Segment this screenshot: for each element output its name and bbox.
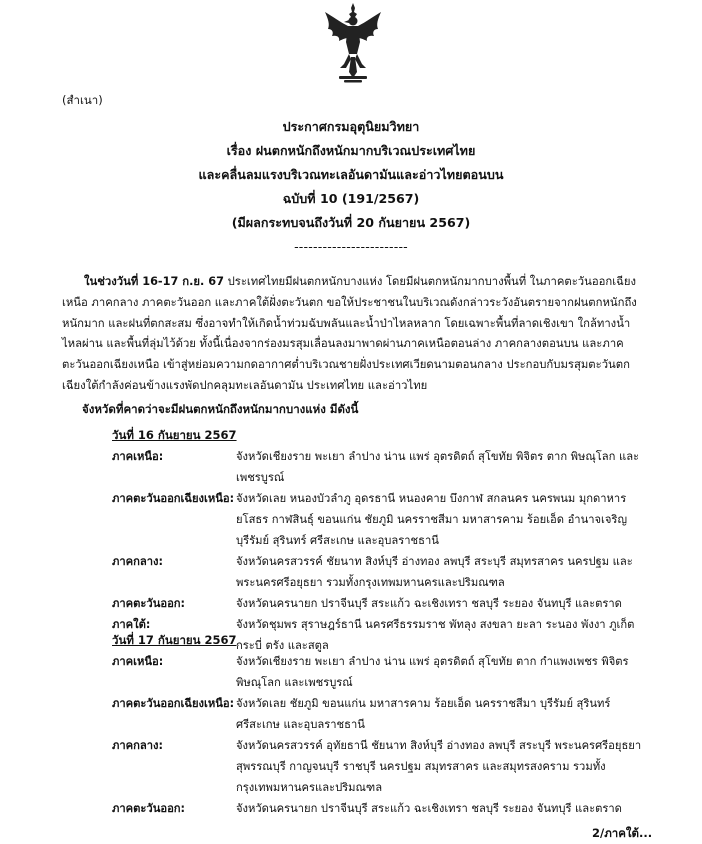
agency-title: ประกาศกรมอุตุนิยมวิทยา [282,119,420,134]
region-row [112,693,642,735]
day-section [112,630,642,819]
region-provinces: จังหวัดเลย ชัยภูมิ ขอนแก่น มหาสารคาม ร้อยเอ็ด นครราชสีมา บุรีรัมย์ สุรินทร์ ศรีสะเกษ และอุบลราชธานี [236,697,611,731]
subject-line: เรื่อง ฝนตกหนักถึงหนักมากบริเวณประเทศไทย [226,143,476,158]
region-provinces: จังหวัดเชียงราย พะเยา ลำปาง น่าน แพร่ อุตรดิตถ์ สุโขทัย ตาก กำแพงเพชร พิจิตร พิษณุโลก และเพชรบูรณ์ [236,655,629,689]
region-row [112,593,642,614]
effective-until: (มีผลกระทบจนถึงวันที่ 20 กันยายน 2567) [231,215,471,230]
region-name: ภาคเหนือ: [112,450,164,463]
announcement-heading [0,115,702,259]
copy-tag: (สำเนา) [62,93,103,107]
region-row [112,798,642,819]
intro-lead: ในช่วงวันที่ 16-17 ก.ย. 67 [84,275,224,288]
region-provinces: จังหวัดเชียงราย พะเยา ลำปาง น่าน แพร่ อุตรดิตถ์ สุโขทัย พิจิตร ตาก พิษณุโลก และเพชรบูรณ์ [236,450,640,484]
intro-paragraph [62,272,646,397]
region-name: ภาคตะวันออก: [112,802,186,815]
divider: ------------------------ [294,239,408,254]
day-section [112,425,642,656]
region-provinces: จังหวัดเลย หนองบัวลำภู อุดรธานี หนองคาย บึงกาฬ สกลนคร นครพนม มุกดาหาร ยโสธร กาฬสินธุ์ ขอนแก่น ชัยภูมิ นครราชสีมา มหาสารคาม ร้อยเอ็ด อำนาจเจริญ บุรีรัมย์ สุรินทร์ ศรีสะเกษ และอุบลราชธานี [236,492,627,547]
region-provinces: จังหวัดชุมพร สุราษฎร์ธานี นครศรีธรรมราช พัทลุง สงขลา ยะลา ระนอง พังงา ภูเก็ต กระบี่ ตรัง และสตูล [236,618,635,652]
region-provinces: จังหวัดนครสวรรค์ อุทัยธานี ชัยนาท สิงห์บุรี อ่างทอง ลพบุรี สระบุรี พระนครศรีอยุธยา สุพรรณบุรี กาญจนบุรี ราชบุรี นครปฐม สมุทรสาคร และสมุทรสงคราม รวมทั้งกรุงเทพมหานครและปริมณฑล [236,739,642,794]
next-page-marker: 2/ภาคใต้... [592,826,653,840]
region-name: ภาคตะวันออกเฉียงเหนือ: [112,492,235,505]
subject-line-2: และคลื่นลมแรงบริเวณทะเลอันดามันและอ่าวไทยตอนบน [198,167,504,182]
region-name: ภาคเหนือ: [112,655,164,668]
region-row [112,446,642,488]
region-provinces: จังหวัดนครสวรรค์ ชัยนาท สิงห์บุรี อ่างทอง ลพบุรี สระบุรี สมุทรสาคร นครปฐม และพระนครศรีอยุธยา รวมทั้งกรุงเทพมหานครและปริมณฑล [236,555,633,589]
region-row [112,651,642,693]
region-name: ภาคกลาง: [112,555,163,568]
day-title: วันที่ 16 กันยายน 2567 [112,428,237,442]
region-provinces: จังหวัดนครนายก ปราจีนบุรี สระแก้ว ฉะเชิงเทรา ชลบุรี ระยอง จันทบุรี และตราด [236,802,622,815]
region-row [112,735,642,798]
intro-text: ประเทศไทยมีฝนตกหนักบางแห่ง โดยมีฝนตกหนักมากบางพื้นที่ ในภาคตะวันออกเฉียงเหนือ ภาคกลาง ภาคตะวันออก และภาคใต้ฝั่งตะวันตก ขอให้ประชาชนในบริเวณดังกล่าวระวังอันตรายจากฝนตกหนักถึงหนักมาก และฝนที่ตกสะสม ซึ่งอาจทำให้เกิดน้ำท่วมฉับพลันและน้ำป่าไหลหลาก โดยเฉพาะพื้นที่ลาดเชิงเขา ใกล้ทางน้ำไหลผ่าน และพื้นที่ลุ่มไว้ด้วย ทั้งนี้เนื่องจากร่องมรสุมเลื่อนลงมาพาดผ่านภาคเหนือตอนล่าง ภาคกลางตอนบน และภาคตะวันออกเฉียงเหนือ เข้าสู่หย่อมความกดอากาศต่ำบริเวณชายฝั่งประเทศเวียดนามตอนกลาง ประกอบกับมรสุมตะวันตกเฉียงใต้กำลังค่อนข้างแรงพัดปกคลุมทะเลอันดามัน ประเทศไทย และอ่าวไทย [62,275,637,392]
region-row [112,488,642,551]
region-name: ภาคตะวันออกเฉียงเหนือ: [112,697,235,710]
region-name: ภาคตะวันออก: [112,597,186,610]
region-name: ภาคกลาง: [112,739,163,752]
issue-number: ฉบับที่ 10 (191/2567) [282,191,420,206]
region-name: ภาคใต้: [112,618,151,631]
region-row [112,551,642,593]
region-provinces: จังหวัดนครนายก ปราจีนบุรี สระแก้ว ฉะเชิงเทรา ชลบุรี ระยอง จันทบุรี และตราด [236,597,622,610]
garuda-emblem-icon [322,2,384,84]
provinces-heading: จังหวัดที่คาดว่าจะมีฝนตกหนักถึงหนักมากบางแห่ง มีดังนี้ [82,402,359,416]
day-title: วันที่ 17 กันยายน 2567 [112,633,237,647]
